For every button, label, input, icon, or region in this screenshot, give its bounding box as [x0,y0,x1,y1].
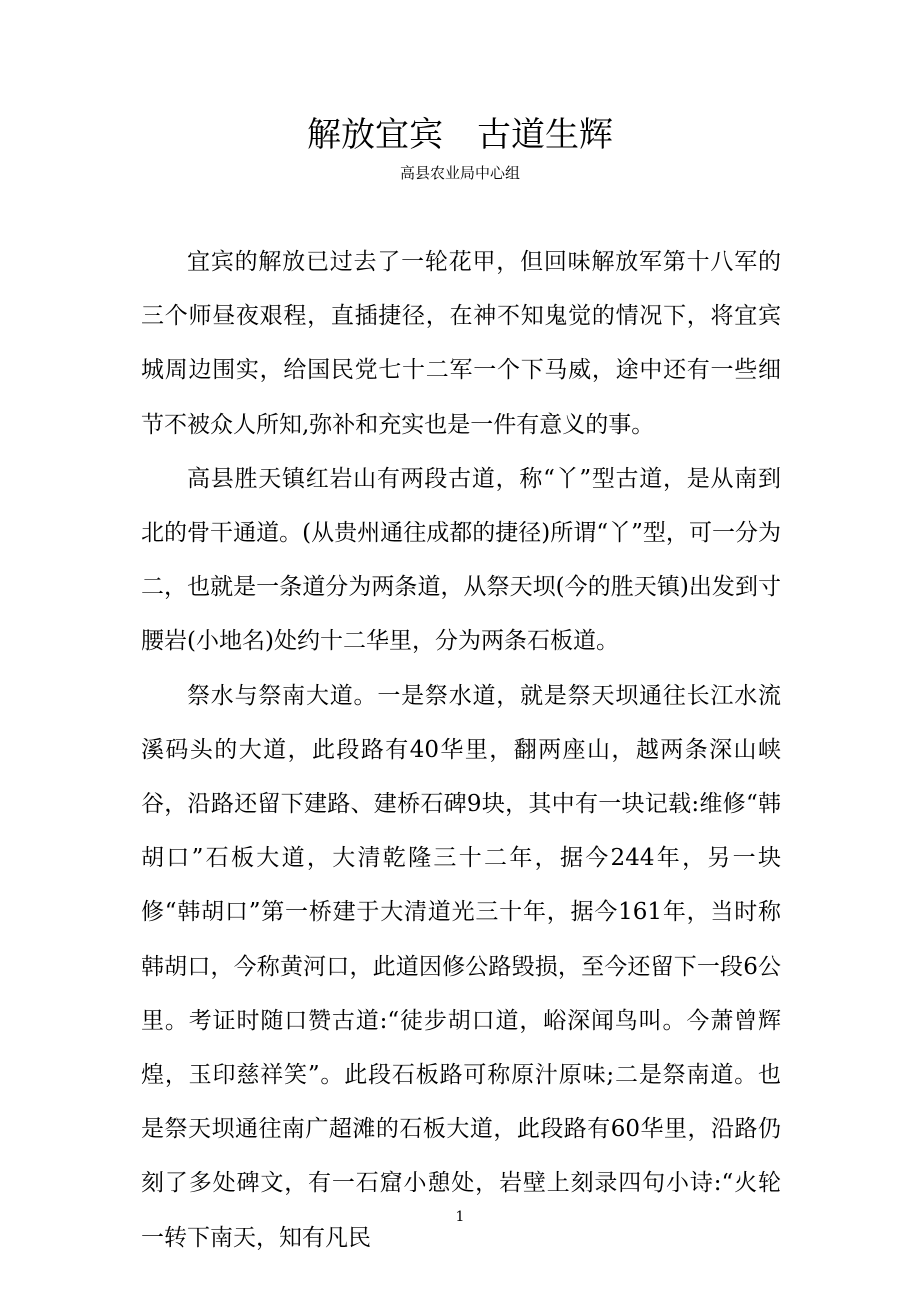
document-body [141,235,781,1265]
paragraph-2: 高县胜天镇红岩山有两段古道，称“丫”型古道，是从南到北的骨干通道。(从贵州通往成都的捷径)所谓“丫”型，可一分为二，也就是一条道分为两条道，从祭天坝(今的胜天镇)出发到寸腰岩(小地名)处约十二华里，分为两条石板道。 [141,465,781,655]
paragraph-1: 宜宾的解放已过去了一轮花甲，但回味解放军第十八军的三个师昼夜艰程，直插捷径，在神不知鬼觉的情况下，将宜宾城周边围实，给国民党七十二军一个下马威，途中还有一些细节不被众人所知,弥补和充实也是一件有意义的事。 [141,249,781,438]
document-title: 解放宜宾 古道生辉 [307,115,613,155]
document-author: 高县农业局中心组 [399,164,520,182]
paragraph-3: 祭水与祭南大道。一是祭水道，就是祭天坝通往长江水流溪码头的大道，此段路有40华里，翻两座山，越两条深山峡谷，沿路还留下建路、建桥石碑9块，其中有一块记载:维修“韩胡口”石板大道，大清乾隆三十二年，据今244年，另一块修“韩胡口”第一桥建于大清道光三十年，据今161年，当时称韩胡口，今称黄河口，此道因修公路毁损，至今还留下一段6公里。考证时随口赞古道:“徒步胡口道，峪深闻鸟叫。今萧曾辉煌，玉印慈祥笑”。此段石板路可称原汁原味;二是祭南道。也是祭天坝通往南广超滩的石板大道，此段路有60华里，沿路仍刻了多处碑文，有一石窟小憩处，岩壁上刻录四句小诗:“火轮一转下南天，知有凡民 [141,682,781,1251]
page-number: 1 [455,1209,465,1225]
